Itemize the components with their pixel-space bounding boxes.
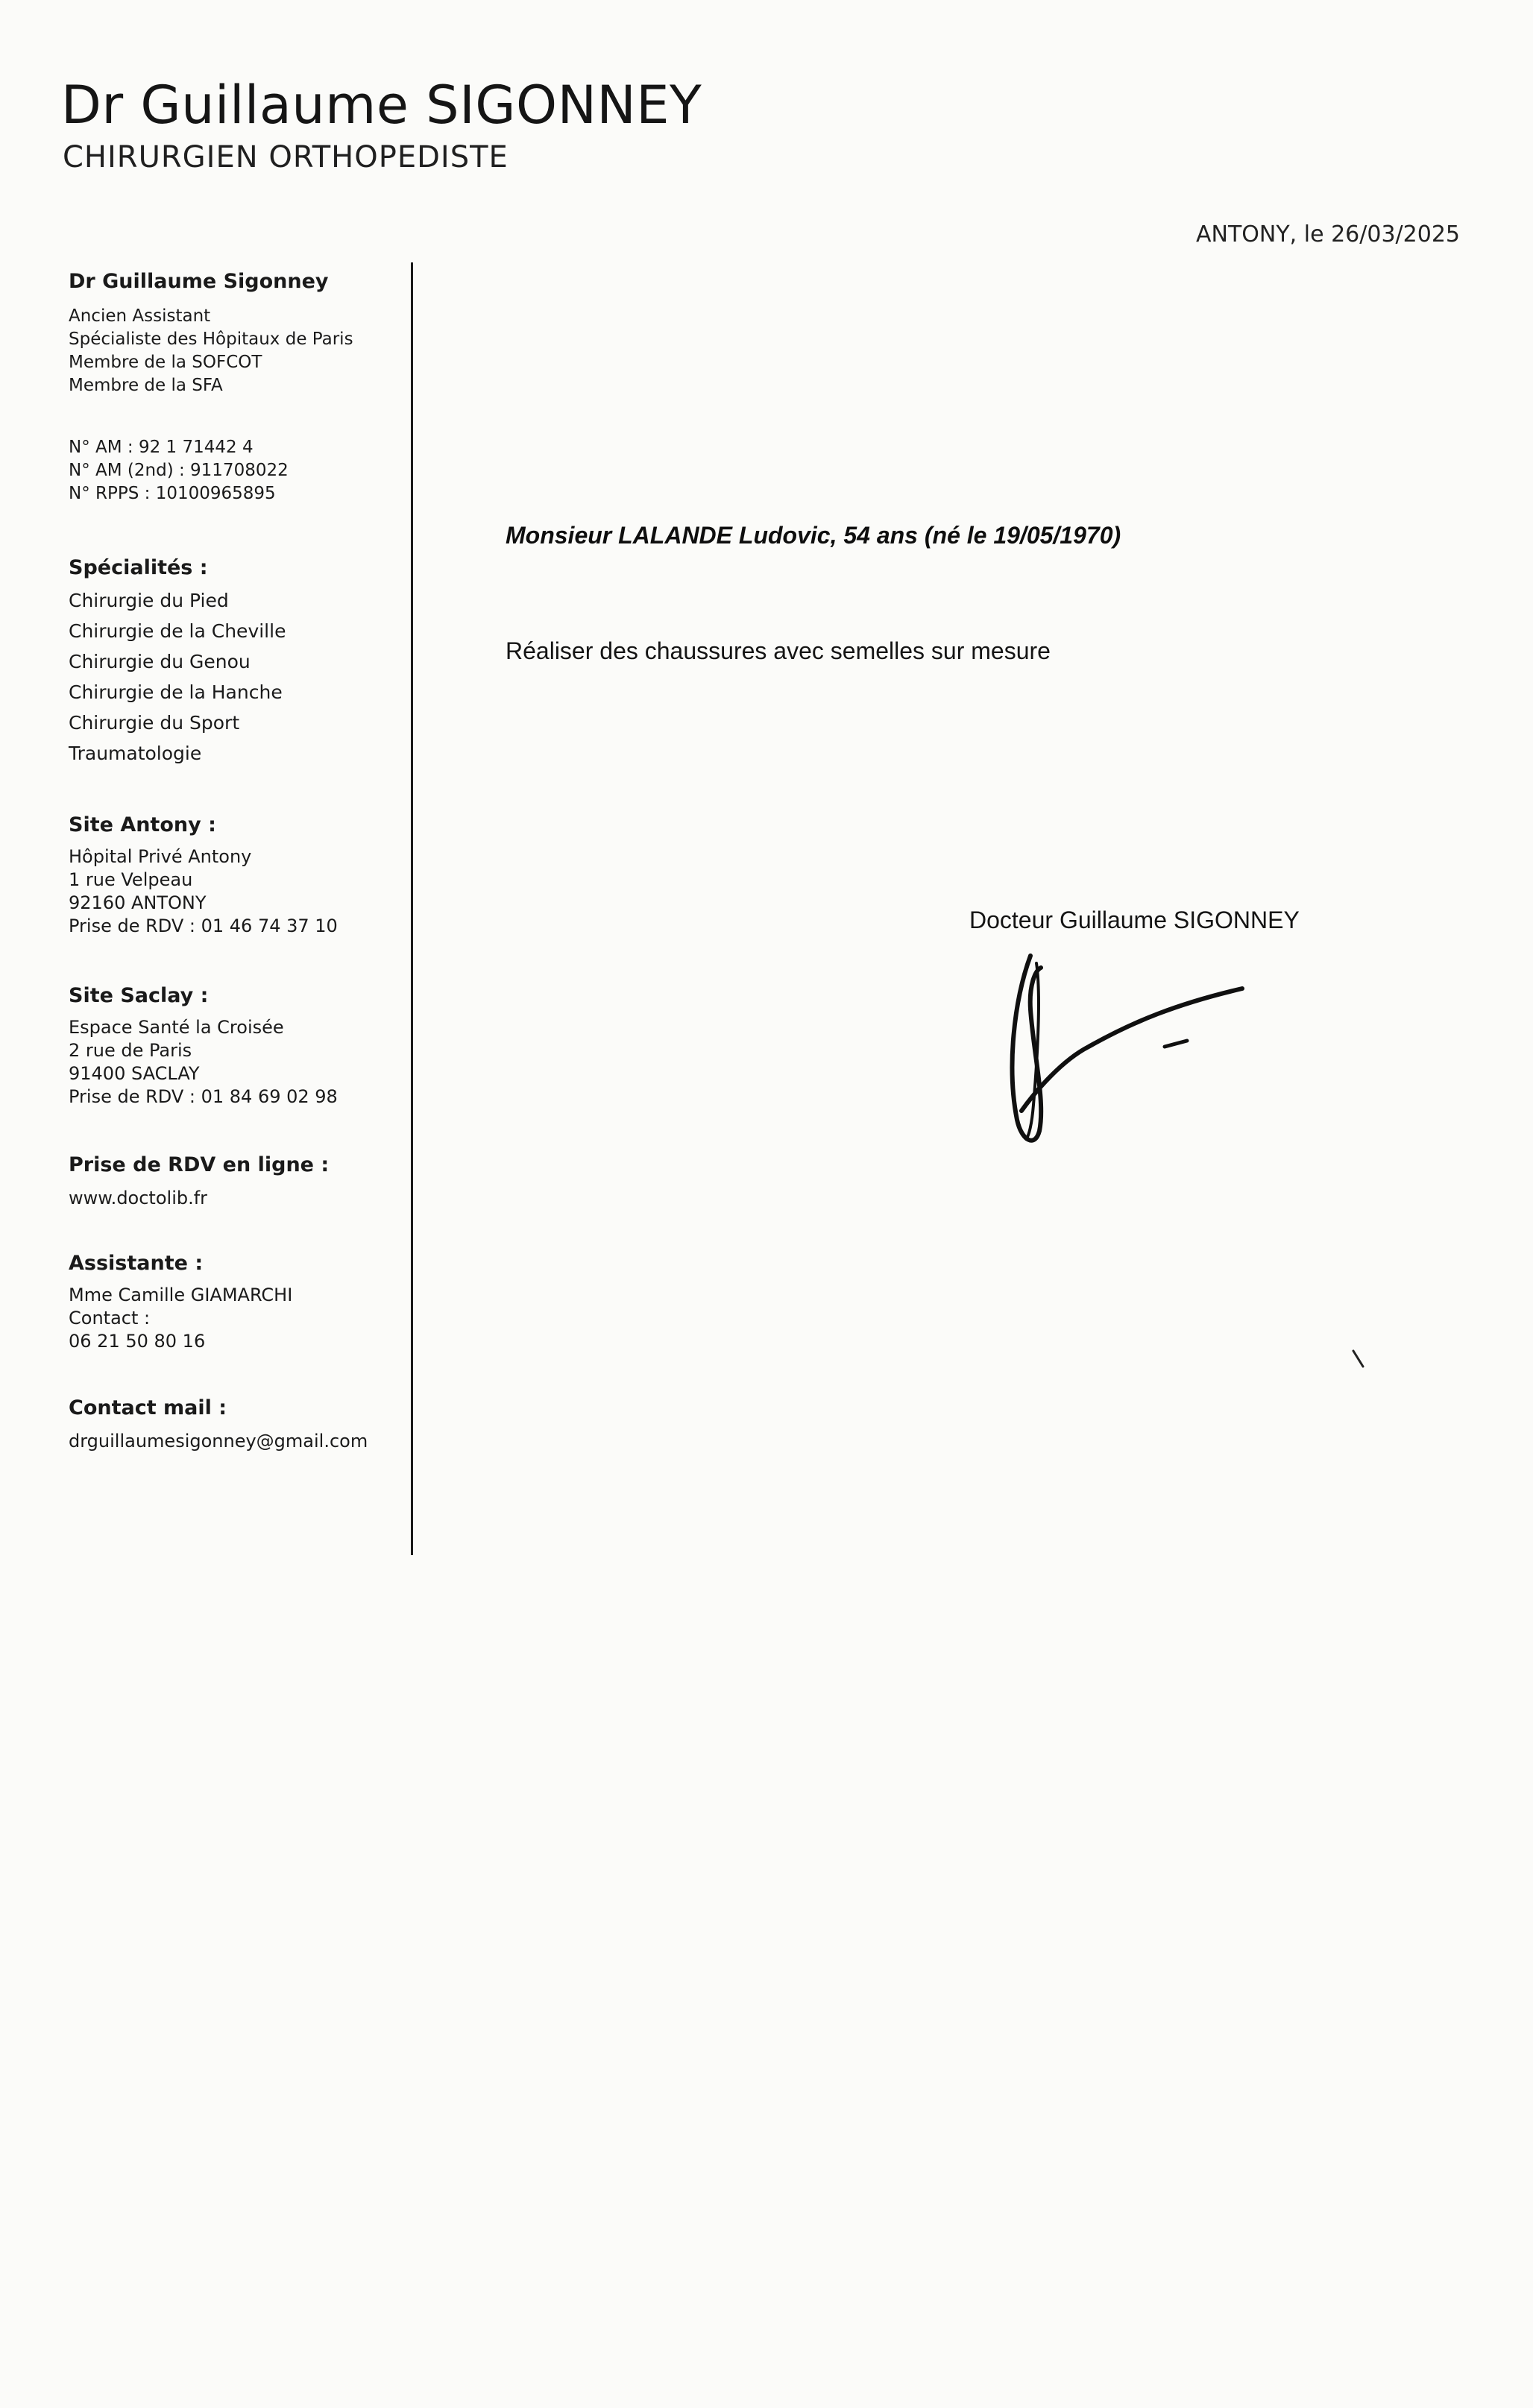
- letterhead-sidebar: [69, 270, 412, 1453]
- assistant-heading: Assistante :: [69, 1252, 204, 1275]
- contact-mail-heading: Contact mail :: [69, 1396, 227, 1419]
- address-line: Espace Santé la Croisée: [69, 1017, 284, 1038]
- online-booking-heading: Prise de RDV en ligne :: [69, 1153, 330, 1176]
- address-line: 92160 ANTONY: [69, 892, 207, 913]
- specialty-item: Chirurgie du Genou: [69, 651, 251, 672]
- phone-line: Prise de RDV : 01 84 69 02 98: [69, 1086, 338, 1107]
- patient-identity: Monsieur LALANDE Ludovic, 54 ans (né le 19/05/1970): [506, 522, 1121, 549]
- site-antony-heading: Site Antony :: [69, 813, 216, 836]
- sidebar-divider: [411, 262, 413, 1555]
- site-saclay-heading: Site Saclay :: [69, 984, 209, 1007]
- id-line: N° RPPS : 10100965895: [69, 484, 276, 503]
- booking-url: www.doctolib.fr: [69, 1188, 208, 1208]
- stray-pen-mark-icon: [1351, 1349, 1366, 1369]
- id-line: N° AM : 92 1 71442 4: [69, 438, 254, 457]
- site-saclay-address: [69, 1016, 412, 1109]
- place-date: ANTONY, le 26/03/2025: [1196, 221, 1460, 248]
- doctor-name-title: Dr Guillaume SIGONNEY: [61, 75, 702, 136]
- credential-line: Membre de la SFA: [69, 376, 223, 395]
- contact-email: drguillaumesigonney@gmail.com: [69, 1431, 368, 1452]
- credential-line: Spécialiste des Hôpitaux de Paris: [69, 330, 353, 349]
- specialty-item: Traumatologie: [69, 743, 202, 764]
- address-line: Hôpital Privé Antony: [69, 846, 252, 867]
- specialty-item: Chirurgie de la Hanche: [69, 681, 283, 703]
- assistant-contact-label: Contact :: [69, 1308, 151, 1329]
- site-antony-address: [69, 845, 412, 938]
- assistant-name: Mme Camille GIAMARCHI: [69, 1285, 293, 1305]
- specialty-item: Chirurgie du Sport: [69, 712, 240, 734]
- handwritten-signature-icon: [992, 941, 1260, 1164]
- assistant-phone: 06 21 50 80 16: [69, 1331, 206, 1352]
- doctor-specialty-title: CHIRURGIEN ORTHOPEDISTE: [63, 140, 509, 174]
- specialties-list: [69, 585, 412, 769]
- credential-line: Ancien Assistant: [69, 306, 211, 326]
- prescription-text: Réaliser des chaussures avec semelles sur mesure: [506, 637, 1051, 664]
- address-line: 91400 SACLAY: [69, 1063, 200, 1084]
- specialty-item: Chirurgie du Pied: [69, 590, 229, 611]
- sidebar-doctor-name: Dr Guillaume Sigonney: [69, 270, 329, 293]
- signer-name: Docteur Guillaume SIGONNEY: [969, 907, 1300, 933]
- address-line: 2 rue de Paris: [69, 1040, 192, 1061]
- specialty-item: Chirurgie de la Cheville: [69, 620, 286, 642]
- phone-line: Prise de RDV : 01 46 74 37 10: [69, 915, 338, 936]
- assistant-block: [69, 1284, 412, 1353]
- credentials-block: [69, 305, 412, 397]
- specialties-heading: Spécialités :: [69, 556, 208, 579]
- address-line: 1 rue Velpeau: [69, 869, 193, 890]
- ids-block: [69, 436, 412, 505]
- credential-line: Membre de la SOFCOT: [69, 353, 262, 372]
- id-line: N° AM (2nd) : 911708022: [69, 461, 289, 480]
